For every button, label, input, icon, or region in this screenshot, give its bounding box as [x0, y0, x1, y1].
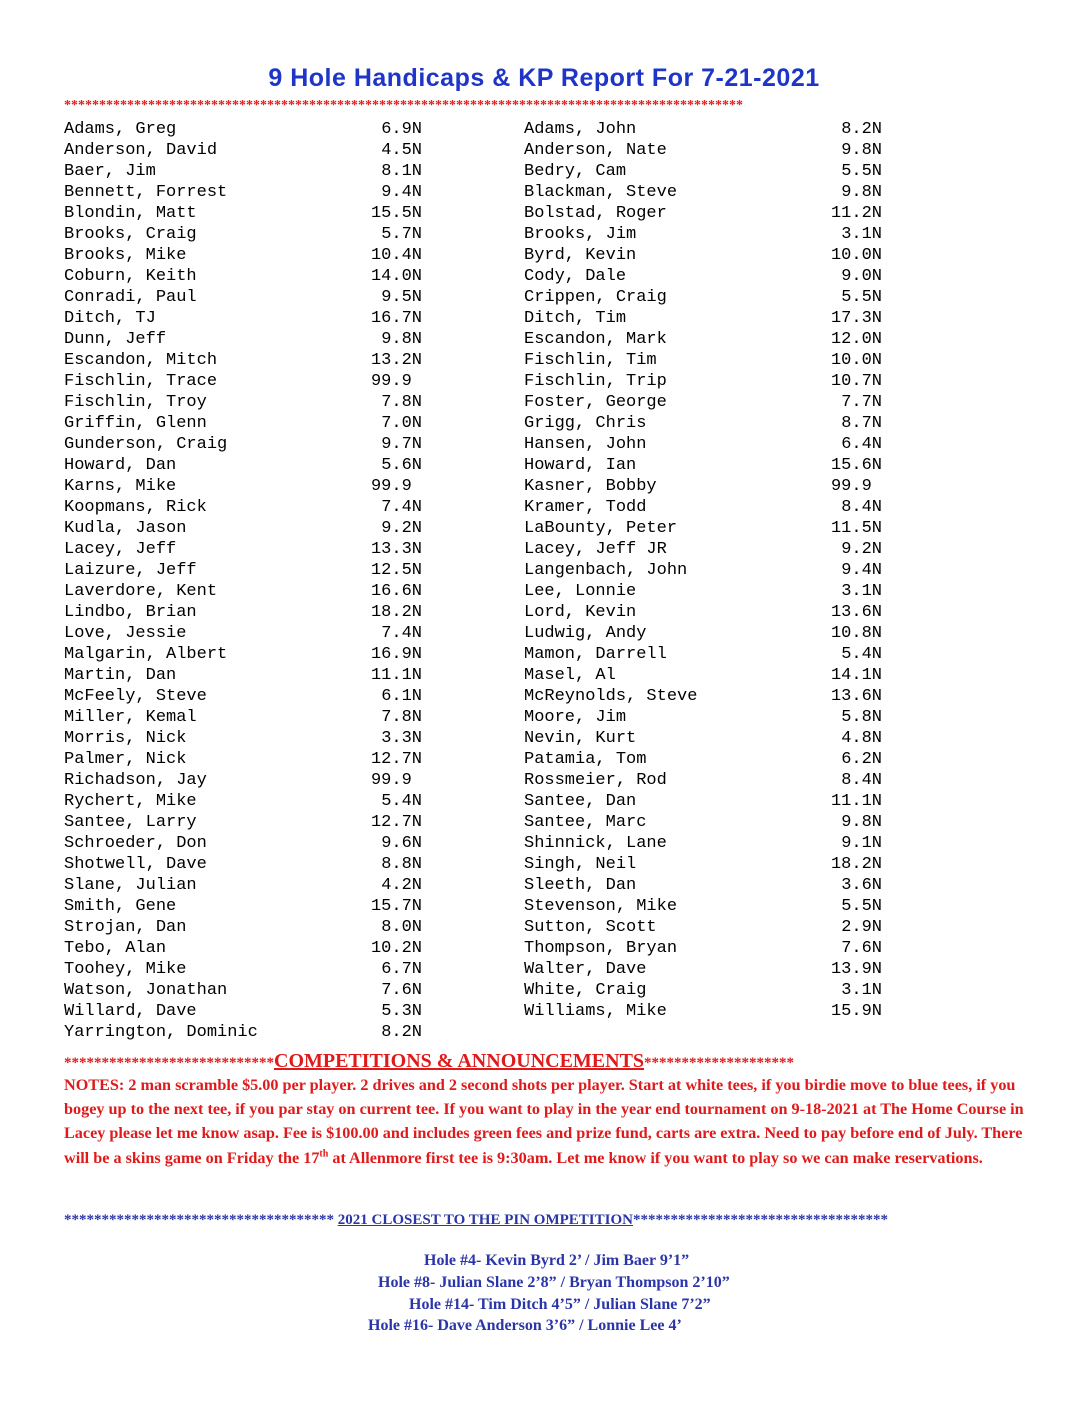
kp-title: 2021 CLOSEST TO THE PIN OMPETITION	[337, 1212, 633, 1228]
player-row	[524, 329, 882, 350]
player-row	[524, 497, 882, 518]
player-handicap: 99.9	[370, 771, 422, 790]
player-name: White, Craig	[524, 981, 647, 1000]
player-row	[64, 140, 422, 161]
player-row	[64, 434, 422, 455]
player-name: Singh, Neil	[524, 855, 637, 874]
player-handicap: 3.3N	[381, 729, 422, 748]
player-name: Karns, Mike	[64, 477, 177, 496]
player-name: Tebo, Alan	[64, 939, 167, 958]
player-handicap: 18.2N	[370, 603, 422, 622]
player-name: Laverdore, Kent	[64, 582, 218, 601]
player-handicap: 15.9N	[830, 1002, 882, 1021]
player-handicap: 11.1N	[830, 792, 882, 811]
player-name: Lacey, Jeff JR	[524, 540, 667, 559]
player-handicap: 7.8N	[381, 393, 422, 412]
player-row	[524, 455, 882, 476]
player-handicap: 6.4N	[841, 435, 882, 454]
player-row	[524, 119, 882, 140]
player-name: Malgarin, Albert	[64, 645, 228, 664]
player-handicap: 12.7N	[370, 813, 422, 832]
player-row	[64, 686, 422, 707]
player-handicap: 2.9N	[841, 918, 882, 937]
player-name: Baer, Jim	[64, 162, 156, 181]
player-row	[64, 224, 422, 245]
player-handicap: 8.4N	[841, 498, 882, 517]
player-name: Kramer, Todd	[524, 498, 647, 517]
player-handicap: 9.2N	[381, 519, 422, 538]
player-row	[524, 371, 882, 392]
player-handicap: 8.1N	[381, 162, 422, 181]
handicap-column-left	[64, 119, 422, 1043]
player-name: Kasner, Bobby	[524, 477, 657, 496]
player-row	[64, 980, 422, 1001]
player-name: Sleeth, Dan	[524, 876, 637, 895]
player-row	[524, 182, 882, 203]
handicap-column-right	[524, 119, 882, 1022]
player-handicap: 11.2N	[830, 204, 882, 223]
player-handicap: 10.0N	[830, 246, 882, 265]
player-name: Santee, Marc	[524, 813, 647, 832]
kp-hole-8: Hole #8- Julian Slane 2’8” / Bryan Thompson 2’10”	[378, 1274, 730, 1291]
player-name: Coburn, Keith	[64, 267, 197, 286]
player-handicap: 10.7N	[830, 372, 882, 391]
player-name: Willard, Dave	[64, 1002, 197, 1021]
player-row	[524, 245, 882, 266]
player-handicap: 18.2N	[830, 855, 882, 874]
player-name: Mamon, Darrell	[524, 645, 667, 664]
player-row	[64, 665, 422, 686]
player-row	[64, 1022, 422, 1043]
player-handicap: 10.4N	[370, 246, 422, 265]
player-handicap: 9.4N	[841, 561, 882, 580]
player-row	[524, 308, 882, 329]
player-row	[524, 896, 882, 917]
player-handicap: 7.6N	[841, 939, 882, 958]
player-name: Patamia, Tom	[524, 750, 647, 769]
player-name: Shotwell, Dave	[64, 855, 207, 874]
player-handicap: 13.6N	[830, 687, 882, 706]
player-row	[64, 161, 422, 182]
player-name: Byrd, Kevin	[524, 246, 637, 265]
player-handicap: 5.3N	[381, 1002, 422, 1021]
player-name: Toohey, Mike	[64, 960, 187, 979]
player-row	[524, 665, 882, 686]
player-name: Grigg, Chris	[524, 414, 647, 433]
player-row	[524, 203, 882, 224]
player-name: Howard, Dan	[64, 456, 177, 475]
player-handicap: 13.3N	[370, 540, 422, 559]
player-handicap: 6.1N	[381, 687, 422, 706]
player-row	[524, 518, 882, 539]
player-handicap: 3.6N	[841, 876, 882, 895]
player-handicap: 5.5N	[841, 162, 882, 181]
player-row	[524, 224, 882, 245]
player-name: Masel, Al	[524, 666, 616, 685]
player-handicap: 8.4N	[841, 771, 882, 790]
player-handicap: 12.7N	[370, 750, 422, 769]
player-handicap: 13.6N	[830, 603, 882, 622]
player-handicap: 9.4N	[381, 183, 422, 202]
player-row	[64, 245, 422, 266]
player-name: Smith, Gene	[64, 897, 177, 916]
player-name: Miller, Kemal	[64, 708, 197, 727]
player-handicap: 14.1N	[830, 666, 882, 685]
player-row	[64, 350, 422, 371]
player-handicap: 3.1N	[841, 981, 882, 1000]
notes-superscript: th	[319, 1148, 329, 1160]
player-handicap: 8.8N	[381, 855, 422, 874]
player-name: Foster, George	[524, 393, 667, 412]
player-name: Lindbo, Brian	[64, 603, 197, 622]
player-name: Moore, Jim	[524, 708, 627, 727]
player-row	[64, 287, 422, 308]
player-name: Ludwig, Andy	[524, 624, 647, 643]
player-row	[64, 497, 422, 518]
player-handicap: 8.0N	[381, 918, 422, 937]
player-row	[64, 371, 422, 392]
player-handicap: 17.3N	[830, 309, 882, 328]
player-row	[524, 980, 882, 1001]
player-row	[524, 539, 882, 560]
player-handicap: 14.0N	[370, 267, 422, 286]
player-handicap: 16.6N	[370, 582, 422, 601]
player-handicap: 9.6N	[381, 834, 422, 853]
page-title: 9 Hole Handicaps & KP Report For 7-21-2021	[268, 64, 820, 92]
player-name: Santee, Larry	[64, 813, 197, 832]
player-row	[524, 581, 882, 602]
player-row	[64, 392, 422, 413]
player-row	[524, 686, 882, 707]
player-row	[524, 560, 882, 581]
player-row	[524, 287, 882, 308]
player-name: Shinnick, Lane	[524, 834, 667, 853]
player-row	[64, 1001, 422, 1022]
player-name: Williams, Mike	[524, 1002, 667, 1021]
player-row	[64, 308, 422, 329]
player-name: Howard, Ian	[524, 456, 637, 475]
player-name: Adams, Greg	[64, 120, 177, 139]
player-row	[524, 770, 882, 791]
player-handicap: 99.9	[370, 372, 422, 391]
player-name: Laizure, Jeff	[64, 561, 197, 580]
player-row	[64, 455, 422, 476]
player-handicap: 15.6N	[830, 456, 882, 475]
player-handicap: 99.9	[370, 477, 422, 496]
player-handicap: 8.2N	[841, 120, 882, 139]
player-name: Brooks, Craig	[64, 225, 197, 244]
player-row	[64, 182, 422, 203]
player-row	[64, 329, 422, 350]
player-handicap: 9.2N	[841, 540, 882, 559]
player-row	[64, 791, 422, 812]
player-name: Morris, Nick	[64, 729, 187, 748]
player-row	[524, 413, 882, 434]
player-row	[64, 623, 422, 644]
player-row	[524, 161, 882, 182]
player-name: Hansen, John	[524, 435, 647, 454]
player-handicap: 9.8N	[841, 141, 882, 160]
player-handicap: 7.8N	[381, 708, 422, 727]
player-name: Fischlin, Trip	[524, 372, 667, 391]
player-handicap: 7.6N	[381, 981, 422, 1000]
player-name: Gunderson, Craig	[64, 435, 228, 454]
player-name: Yarrington, Dominic	[64, 1023, 258, 1042]
player-name: Ditch, Tim	[524, 309, 627, 328]
player-name: LaBounty, Peter	[524, 519, 678, 538]
player-handicap: 6.7N	[381, 960, 422, 979]
player-row	[64, 707, 422, 728]
player-handicap: 9.5N	[381, 288, 422, 307]
player-name: Watson, Jonathan	[64, 981, 228, 1000]
player-handicap: 5.5N	[841, 288, 882, 307]
player-row	[64, 119, 422, 140]
player-name: Brooks, Jim	[524, 225, 637, 244]
player-row	[524, 623, 882, 644]
player-row	[524, 350, 882, 371]
player-row	[524, 434, 882, 455]
player-name: Lord, Kevin	[524, 603, 637, 622]
player-row	[64, 476, 422, 497]
player-row	[524, 749, 882, 770]
player-handicap: 5.8N	[841, 708, 882, 727]
player-handicap: 10.0N	[830, 351, 882, 370]
kp-stars-after: **********************************	[632, 1212, 888, 1228]
player-row	[64, 203, 422, 224]
player-name: Schroeder, Don	[64, 834, 207, 853]
player-name: Santee, Dan	[524, 792, 637, 811]
player-handicap: 6.2N	[841, 750, 882, 769]
announcement-notes	[64, 1073, 1024, 1170]
player-name: Bolstad, Roger	[524, 204, 667, 223]
player-row	[64, 266, 422, 287]
player-handicap: 4.8N	[841, 729, 882, 748]
player-name: Palmer, Nick	[64, 750, 187, 769]
competitions-stars-after: ********************	[644, 1055, 795, 1071]
notes-text-part2: at Allenmore first tee is 9:30am. Let me know if you want to play so we can make reservations.	[328, 1148, 983, 1167]
player-row	[64, 581, 422, 602]
player-row	[524, 833, 882, 854]
player-row	[64, 917, 422, 938]
player-handicap: 9.8N	[841, 183, 882, 202]
player-name: Blondin, Matt	[64, 204, 197, 223]
player-row	[64, 518, 422, 539]
player-row	[64, 938, 422, 959]
player-handicap: 16.9N	[370, 645, 422, 664]
player-handicap: 9.0N	[841, 267, 882, 286]
player-name: Dunn, Jeff	[64, 330, 167, 349]
kp-stars-before: ************************************	[64, 1212, 334, 1228]
player-handicap: 3.1N	[841, 225, 882, 244]
player-name: Lacey, Jeff	[64, 540, 177, 559]
player-name: Koopmans, Rick	[64, 498, 207, 517]
player-row	[524, 707, 882, 728]
player-handicap: 5.4N	[841, 645, 882, 664]
player-name: Blackman, Steve	[524, 183, 678, 202]
player-handicap: 5.4N	[381, 792, 422, 811]
player-row	[64, 959, 422, 980]
kp-hole-16: Hole #16- Dave Anderson 3’6” / Lonnie Lee 4’	[368, 1317, 682, 1334]
player-name: Martin, Dan	[64, 666, 177, 685]
player-name: Conradi, Paul	[64, 288, 197, 307]
player-name: Richadson, Jay	[64, 771, 207, 790]
player-name: Anderson, Nate	[524, 141, 667, 160]
player-name: Rychert, Mike	[64, 792, 197, 811]
player-row	[64, 560, 422, 581]
player-row	[64, 812, 422, 833]
player-name: Anderson, David	[64, 141, 218, 160]
player-row	[64, 602, 422, 623]
player-row	[64, 833, 422, 854]
player-handicap: 7.4N	[381, 498, 422, 517]
player-row	[64, 728, 422, 749]
competitions-title: COMPETITIONS & ANNOUNCEMENTS	[274, 1050, 645, 1072]
notes-text-part1: NOTES: 2 man scramble $5.00 per player. 2 drives and 2 second shots per player. Start at white tees, if you birdie move to blue tees, if you bogey up to the next tee, if you par stay on current tee. If you want to play in the year end tournament on 9-18-2021 at The Home Course in Lacey please let me know asap. Fee is $100.00 and includes green fees and prize fund, carts are extra. Need to pay before end of July. There will be a skins game on Friday the 17	[64, 1076, 1024, 1167]
player-name: Fischlin, Tim	[524, 351, 657, 370]
player-name: Kudla, Jason	[64, 519, 187, 538]
player-name: Ditch, TJ	[64, 309, 156, 328]
player-handicap: 9.8N	[381, 330, 422, 349]
player-name: Bennett, Forrest	[64, 183, 228, 202]
player-handicap: 13.2N	[370, 351, 422, 370]
player-handicap: 15.7N	[370, 897, 422, 916]
player-handicap: 7.7N	[841, 393, 882, 412]
player-handicap: 10.8N	[830, 624, 882, 643]
player-handicap: 7.4N	[381, 624, 422, 643]
player-row	[64, 875, 422, 896]
player-handicap: 13.9N	[830, 960, 882, 979]
player-row	[524, 140, 882, 161]
player-name: Stevenson, Mike	[524, 897, 678, 916]
player-row	[524, 266, 882, 287]
player-name: Escandon, Mark	[524, 330, 667, 349]
player-row	[64, 854, 422, 875]
player-handicap: 11.1N	[370, 666, 422, 685]
player-handicap: 4.5N	[381, 141, 422, 160]
player-handicap: 5.5N	[841, 897, 882, 916]
player-row	[524, 917, 882, 938]
player-row	[524, 1001, 882, 1022]
player-row	[524, 812, 882, 833]
player-handicap: 10.2N	[370, 939, 422, 958]
player-row	[524, 938, 882, 959]
player-row	[524, 728, 882, 749]
player-handicap: 5.6N	[381, 456, 422, 475]
player-row	[64, 539, 422, 560]
player-name: Walter, Dave	[524, 960, 647, 979]
player-handicap: 3.1N	[841, 582, 882, 601]
player-row	[64, 770, 422, 791]
player-row	[64, 644, 422, 665]
player-row	[524, 854, 882, 875]
competitions-stars-before: ****************************	[64, 1055, 274, 1071]
player-name: Love, Jessie	[64, 624, 187, 643]
kp-hole-4: Hole #4- Kevin Byrd 2’ / Jim Baer 9’1”	[424, 1252, 690, 1269]
player-handicap: 15.5N	[370, 204, 422, 223]
player-name: McFeely, Steve	[64, 687, 207, 706]
player-name: Fischlin, Trace	[64, 372, 218, 391]
player-row	[524, 644, 882, 665]
player-row	[524, 602, 882, 623]
player-name: Brooks, Mike	[64, 246, 187, 265]
player-handicap: 12.5N	[370, 561, 422, 580]
competitions-header	[64, 1050, 964, 1073]
player-name: Adams, John	[524, 120, 637, 139]
player-handicap: 8.7N	[841, 414, 882, 433]
player-handicap: 9.7N	[381, 435, 422, 454]
player-name: Thompson, Bryan	[524, 939, 678, 958]
player-handicap: 16.7N	[370, 309, 422, 328]
player-row	[524, 476, 882, 497]
player-handicap: 6.9N	[381, 120, 422, 139]
player-name: Bedry, Cam	[524, 162, 627, 181]
player-name: Sutton, Scott	[524, 918, 657, 937]
player-handicap: 8.2N	[381, 1023, 422, 1042]
player-name: Rossmeier, Rod	[524, 771, 667, 790]
player-row	[524, 875, 882, 896]
player-name: Strojan, Dan	[64, 918, 187, 937]
player-row	[64, 896, 422, 917]
player-name: Escandon, Mitch	[64, 351, 218, 370]
player-row	[64, 749, 422, 770]
player-row	[64, 413, 422, 434]
player-handicap: 9.8N	[841, 813, 882, 832]
player-row	[524, 959, 882, 980]
divider-top: *************************************************************************************************	[64, 98, 743, 113]
player-name: Cody, Dale	[524, 267, 627, 286]
player-name: McReynolds, Steve	[524, 687, 698, 706]
player-handicap: 7.0N	[381, 414, 422, 433]
player-handicap: 4.2N	[381, 876, 422, 895]
player-handicap: 99.9	[830, 477, 882, 496]
kp-hole-14: Hole #14- Tim Ditch 4’5” / Julian Slane 7’2”	[409, 1296, 711, 1313]
player-name: Slane, Julian	[64, 876, 197, 895]
player-name: Crippen, Craig	[524, 288, 667, 307]
player-name: Lee, Lonnie	[524, 582, 637, 601]
player-name: Griffin, Glenn	[64, 414, 207, 433]
player-name: Nevin, Kurt	[524, 729, 637, 748]
player-name: Langenbach, John	[524, 561, 688, 580]
player-row	[524, 791, 882, 812]
closest-to-pin-header	[64, 1212, 1024, 1229]
player-name: Fischlin, Troy	[64, 393, 207, 412]
player-handicap: 9.1N	[841, 834, 882, 853]
player-handicap: 5.7N	[381, 225, 422, 244]
player-handicap: 11.5N	[830, 519, 882, 538]
player-handicap: 12.0N	[830, 330, 882, 349]
player-row	[524, 392, 882, 413]
